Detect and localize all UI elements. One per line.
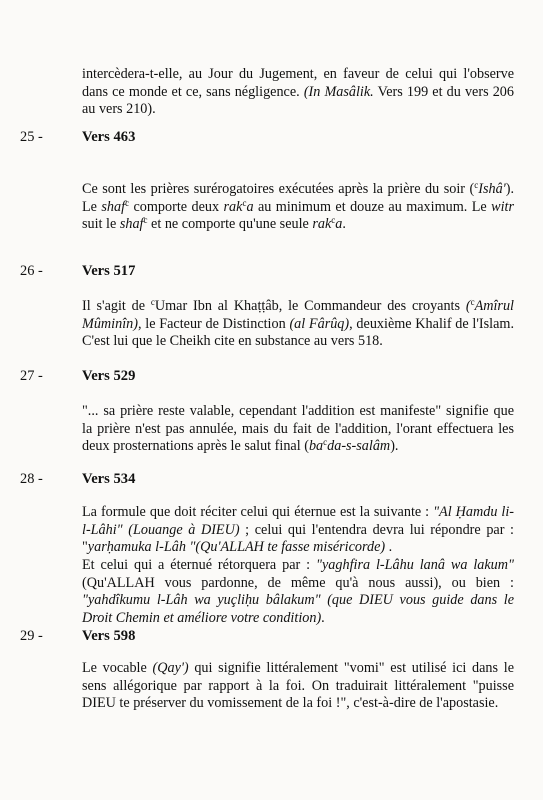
note-body: Il s'agit de $^c$Umar Ibn al Khaṭṭâb, le Commandeur des croyants ($^c$Amîrul Mûminîn), le Facteur de Distinction (al Fârûq), deuxième Khalif de l'Islam. C'est lui que le Cheikh cite en substance au vers 518. <box>82 297 514 350</box>
note-body: La formule que doit réciter celui qui éternue est la suivante : "Al Ḥamdu li-l-Lâhi" (Louange à DIEU) ; celui qui l'entendra devra lui répondre par : "yarḥamuka l-Lâh "(Qu'ALLAH te fasse miséricorde) . <box>82 504 515 556</box>
note-number: 29 - <box>20 628 43 644</box>
note-number: 25 - <box>20 129 43 145</box>
note-body-continued: Et celui qui a éternué rétorquera par : "yaghfira l-Lâhu lanâ wa lakum" (Qu'ALLAH vous pardonne, de même qu'à nous aussi), ou bien : "yahdîkumu l-Lâh wa yuçliḥu bâlakum" (que DIEU vous guide dans le Droit Chemin et améliore votre condition). <box>82 557 514 626</box>
note-vers-heading: Vers 517 <box>82 263 136 279</box>
note-body: Le vocable (Qay') qui signifie littéralement "vomi" est utilisé ici dans le sens allégorique par rapport à la foi. On traduirait littéralement "puisse DIEU te préserver du vomissement de la foi !", c'est-à-dire de l'apostasie. <box>82 660 514 712</box>
note-body: Ce sont les prières surérogatoires exécutées après la prière du soir ($^c$Ishâ'). Le shaf$^c$ comporte deux rak$^c$a au minimum et douze au maximum. Le witr suit le shaf$^c$ et ne comporte qu'une seule rak$^c$a. <box>82 180 515 233</box>
intro-paragraph <box>82 66 514 119</box>
note-vers-heading: Vers 534 <box>82 471 136 487</box>
note-number: 27 - <box>20 368 43 384</box>
intro-text: intercèdera-t-elle, au Jour du Jugement, en faveur de celui qui l'observe dans ce monde et ce, sans négligence. <box>82 66 514 100</box>
intro-rest: Vers 199 et du vers 206 au vers 210). <box>82 83 514 118</box>
note-number: 28 - <box>20 471 43 487</box>
intro-reference: (In Masâlik. <box>303 83 374 100</box>
note-body: "... sa prière reste valable, cependant l'addition est manifeste" signifie que la prière n'est pas annulée, mais du fait de l'addition, l'orant effectuera les deux prosternations après le salut final $(ba^cda-s-salâm)$. <box>82 403 514 455</box>
note-number: 26 - <box>20 263 43 279</box>
note-vers-heading: Vers 463 <box>82 129 136 145</box>
note-vers-heading: Vers 529 <box>82 368 136 384</box>
note-vers-heading: Vers 598 <box>82 628 136 644</box>
